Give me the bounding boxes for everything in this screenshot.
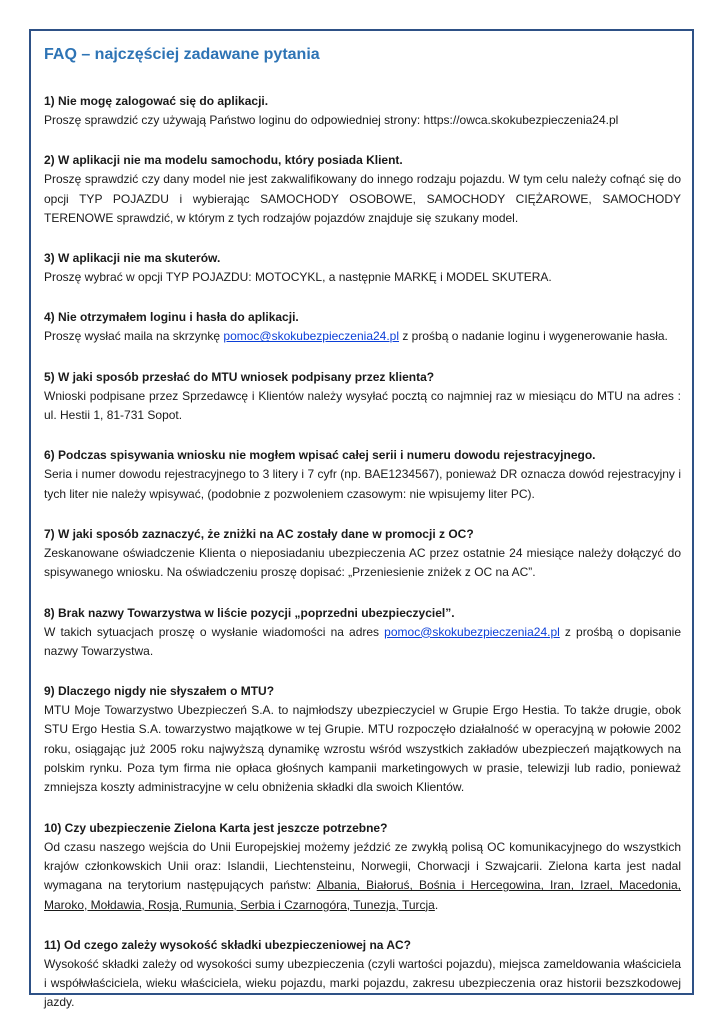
faq-question: 3) W aplikacji nie ma skuterów. [44,251,221,266]
faq-answer: Wysokość składki zależy od wysokości sumy ubezpieczenia (czyli wartości pojazdu), miejsca zameldowania właściciela i współwłaściciela, wieku właściciela, wieku pojazdu, marki pojazdu, zakresu ubezpieczenia oraz historii bezszkodowej jazdy. [44,956,681,1010]
faq-question: 6) Podczas spisywania wniosku nie mogłem wpisać całej serii i numeru dowodu rejestracyjnego. [44,448,596,463]
faq-answer: Proszę sprawdzić czy używają Państwo loginu do odpowiedniej strony: https://owca.skokubezpieczenia24.pl [44,113,619,127]
faq-item-5 [44,368,681,426]
answer-text: . [434,897,439,912]
country-list: Albania, Białoruś, Bośnia i Hercegowina, Iran, Izrael, Macedonia, Maroko, Mołdawia, Rosja, Rumunia, Serbia i Czarnogóra, Tunezja, Turcja [44,878,681,912]
answer-text: Proszę wysłać maila na skrzynkę [44,329,224,344]
faq-question: 8) Brak nazwy Towarzystwa w liście pozycji „poprzedni ubezpieczyciel”. [44,605,455,620]
faq-question: 10) Czy ubezpieczenie Zielona Karta jest jeszcze potrzebne? [44,820,388,835]
faq-question: 2) W aplikacji nie ma modelu samochodu, który posiada Klient. [44,153,403,168]
answer-text: Od czasu naszego wejścia do Unii Europejskiej możemy jeździć ze zwykłą polisą OC komunikacyjnego do wszystkich krajów członkowskich Unii oraz: Islandii, Liechtensteinu, Norwegii, Chorwacji i Szwajcarii. Zielona karta jest nadal wymagana na terytorium następujących państw: [44,839,681,893]
faq-question: 4) Nie otrzymałem loginu i hasła do aplikacji. [44,310,299,325]
faq-answer: Proszę wybrać w opcji TYP POJAZDU: MOTOCYKL, a następnie MARKĘ i MODEL SKUTERA. [44,270,552,285]
faq-question: 5) W jaki sposób przesłać do MTU wniosek podpisany przez klienta? [44,369,435,384]
faq-answer [44,327,681,346]
faq-item-11 [44,936,681,1013]
faq-item-4 [44,308,681,346]
faq-answer: Seria i numer dowodu rejestracyjnego to 3 litery i 7 cyfr (np. BAE1234567), ponieważ DR oznacza dowód rejestracyjny i tych liter nie należy wpisywać, (podobnie z pozwoleniem czasowym: nie wpisujemy liter PC). [44,467,681,501]
faq-item-7 [44,525,681,583]
faq-item-6 [44,446,681,504]
page-title: FAQ – najczęściej zadawane pytania [44,46,320,63]
faq-answer [44,838,681,915]
answer-text: z prośbą o nadanie loginu i wygenerowanie hasła. [399,329,668,344]
faq-item-8 [44,604,681,662]
faq-question: 9) Dlaczego nigdy nie słyszałem o MTU? [44,684,275,699]
faq-item-10 [44,819,681,915]
faq-item-2 [44,151,681,228]
faq-question: 11) Od czego zależy wysokość składki ubezpieczeniowej na AC? [44,937,412,952]
support-email-link[interactable]: pomoc@skokubezpieczenia24.pl [223,329,400,344]
faq-question: 7) W jaki sposób zaznaczyć, że zniżki na AC zostały dane w promocji z OC? [44,526,474,541]
faq-answer: Wnioski podpisane przez Sprzedawcę i Klientów należy wysyłać pocztą co najmniej raz w miesiącu do MTU na adres : ul. Hestii 1, 81-731 Sopot. [44,388,681,423]
faq-question: 1) Nie mogę zalogować się do aplikacji. [44,94,269,108]
faq-answer [44,623,681,662]
support-email-link[interactable]: pomoc@skokubezpieczenia24.pl [384,624,560,639]
faq-item-3 [44,249,681,287]
answer-text: z prośbą o dopisanie nazwy Towarzystwa. [44,624,681,658]
faq-answer: MTU Moje Towarzystwo Ubezpieczeń S.A. to najmłodszy ubezpieczyciel w Grupie Ergo Hestia. To także drugie, obok STU Ergo Hestia S.A. towarzystwo majątkowe w tej Grupie. MTU rozpoczęło działalność w operacyjną w połowie 2002 roku, osiągając już 2005 roku najwyższą dynamikę wzrostu wśród wszystkich zakładów ubezpieczeń majątkowych na polskim rynku. Poza tym firma nie opłaca głośnych kampanii marketingowych w prasie, telewizji lub radio, ponieważ zmniejsza koszty administracyjne w celu obniżenia składki dla swoich Klientów. [44,703,681,795]
faq-item-9 [44,682,681,797]
faq-document [44,44,681,1034]
answer-text: W takich sytuacjach proszę o wysłanie wiadomości na adres [44,624,385,639]
faq-answer: Proszę sprawdzić czy dany model nie jest zakwalifikowany do innego rodzaju pojazdu. W tym celu należy cofnąć się do opcji TYP POJAZDU i wybierając SAMOCHODY OSOBOWE, SAMOCHODY CIĘŻAROWE, SAMOCHODY TERENOWE sprawdzić, w którym z tych rodzajów pojazdów znajduje się szukany model. [44,172,681,225]
faq-answer: Zeskanowane oświadczenie Klienta o nieposiadaniu ubezpieczenia AC przez ostatnie 24 miesiące należy dołączyć do spisywanego wniosku. Na oświadczeniu proszę dopisać: „Przeniesienie zniżek z OC na AC”. [44,545,681,580]
faq-item-1 [44,92,681,130]
